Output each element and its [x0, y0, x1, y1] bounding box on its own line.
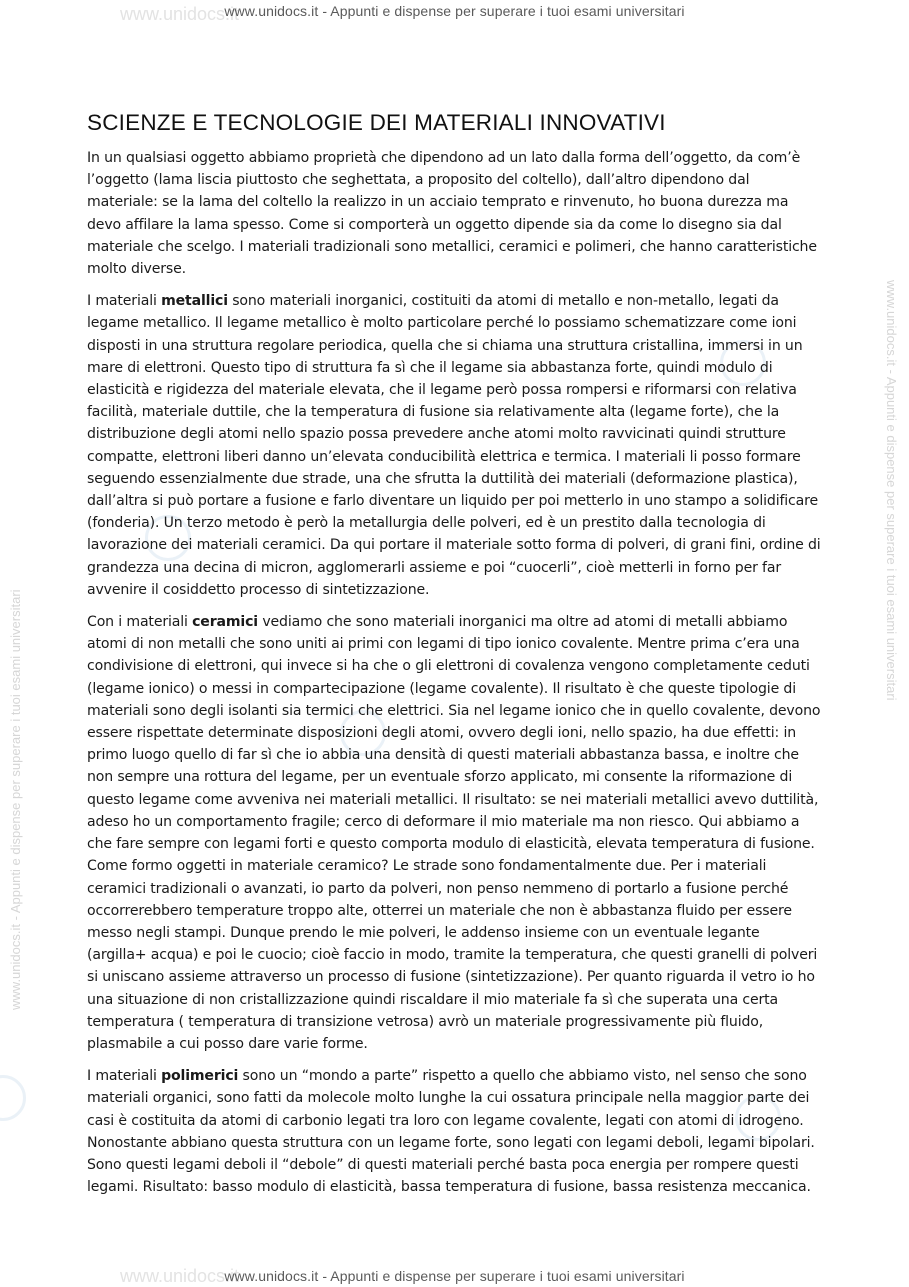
side-watermark-left: www.unidocs.it - Appunti e dispense per superare i tuoi esami universitari — [8, 589, 23, 1010]
paragraph-text: vediamo che sono materiali inorganici ma oltre ad atomi di metalli abbiamo atomi di non metalli che sono uniti ai primi con legami di tipo ionico covalente. Mentre prima c’era una condivisione di elettroni, qui invece si ha che o gli elettroni di covalenza vengono completamente ceduti (legame ionico) o messi in compartecipazione (legame covalente). Il risultato è che queste tipologie di materiali sono degli isolanti sia termici che elettrici. Sia nel legame ionico che in quello covalente, devono essere rispettate determinate disposizioni degli atomi, ovvero degli ioni, nello spazio, ha due effetti: in primo luogo quello di far sì che io abbia una densità di questi materiali abbastanza bassa, e inoltre che non sempre una rottura del legame, per un eventuale sforzo applicato, mi consente la riformazione di questo legame come avveniva nei materiali metallici. Il risultato: se nei materiali metallici avevo duttilità, adeso ho un comportamento fragile; cerco di deformare il mio materiale ma non riesco. Qui abbiamo a che fare sempre con legami forti e questo comporta modulo di elasticità, elevata temperatura di fusione. Come formo oggetti in materiale ceramico? Le strade sono fondamentalmente due. Per i materiali ceramici tradizionali o avanzati, io parto da polveri, non penso nemmeno di portarlo a fusione perché occorrerebbero temperature troppo alte, otterrei un materiale che non è abbastanza fluido per essere messo negli stampi. Dunque prendo le mie polveri, le addenso insieme con un eventuale legante (argilla+ acqua) e poi le cuocio; cioè faccio in modo, tramite la temperatura, che questi granelli di polveri si uniscano assieme attraverso un processo di fusione (sintetizzazione). Per quanto riguarda il vetro io ho una situazione di non cristallizzazione quindi riscaldare il mio materiale fa sì che superata una certa temperatura ( temperatura di transizione vetrosa) avrò un materiale progressivamente più fluido, plasmabile a cui posso dare varie forme. — [87, 614, 821, 1052]
watermark-logo-icon — [0, 1075, 26, 1121]
paragraph-intro: In un qualsiasi oggetto abbiamo proprietà che dipendono ad un lato dalla forma dell’oggetto, da com’è l’oggetto (lama liscia piuttosto che seghettata, a proposito del coltello), dall’altro dipendono dal materiale: se la lama del coltello la realizzo in un acciaio temprato e rinvenuto, ho buona durezza ma devo affilare la lama spesso. Come si comporterà un oggetto dipende sia da come lo disegno sia dal materiale che scelgo. I materiali tradizionali sono metallici, ceramici e polimeri, che hanno caratteristiche molto diverse. — [87, 150, 817, 278]
paragraph-text: sono un “mondo a parte” rispetto a quello che abbiamo visto, nel senso che sono materiali organici, sono fatti da molecole molto lunghe la cui ossatura principale nella maggior parte dei casi è costituita da atomi di carbonio legati tra loro con legame covalente, legati con atomi di idrogeno. Nonostante abbiano questa struttura con un legame forte, sono legati con legami deboli, legami bipolari. Sono questi legami deboli il “debole” di questi materiali perché basta poca energia per rompere questi legami. Risultato: basso modulo di elasticità, bassa temperatura di fusione, bassa resistenza meccanica. — [87, 1068, 815, 1196]
paragraph-text: sono materiali inorganici, costituiti da atomi di metallo e non-metallo, legati da legame metallico. Il legame metallico è molto particolare perché lo possiamo schematizzare come ioni disposti in una struttura regolare periodica, quella che si chiama una struttura cristallina, immersi in un mare di elettroni. Questo tipo di struttura fa sì che il legame sia abbastanza forte, quindi modulo di elasticità e rigidezza del materiale elevata, che il legame però possa rompersi e riformarsi con relativa facilità, materiale duttile, che la temperatura di fusione sia relativamente alta (legame forte), che la distribuzione degli atomi nello spazio possa prevedere anche atomi molto ravvicinati quindi strutture compatte, elettroni liberi danno un’elevata conducibilità elettrica e termica. I materiali li posso formare seguendo essenzialmente due strade, una che sfrutta la duttilità dei materiali (deformazione plastica), dall’altra si può portare a fusione e farlo diventare un liquido per poi metterlo in uno stampo a solidificare (fonderia). Un terzo metodo è però la metallurgia delle polveri, ed è un prestito dalla tecnologia di lavorazione dei materiali ceramici. Da qui portare il materiale sotto forma di polveri, di grani fini, ordine di grandezza una decina di micron, agglomerarli assieme e poi “cuocerli”, cioè metterli in forno per far avvenire il cosiddetto processo di sintetizzazione. — [87, 293, 821, 598]
watermark-ghost-top: www.unidocs.it — [120, 4, 240, 24]
document-body — [87, 110, 823, 1208]
keyword-polimerici: polimerici — [161, 1068, 239, 1085]
paragraph-polimerici — [87, 1065, 823, 1198]
footer-banner: www.unidocs.it - Appunti e dispense per superare i tuoi esami universitari — [224, 1268, 685, 1284]
paragraph-text: Con i materiali — [87, 614, 193, 631]
paragraph-text: I materiali — [87, 1068, 162, 1085]
paragraph-metallici — [87, 290, 823, 601]
paragraph-ceramici — [87, 611, 823, 1055]
watermark-ghost-bottom: www.unidocs.it — [120, 1266, 240, 1286]
page-title: SCIENZE E TECNOLOGIE DEI MATERIALI INNOVATIVI — [87, 110, 666, 135]
paragraph-text: I materiali — [87, 293, 162, 310]
side-watermark-right: www.unidocs.it - Appunti e dispense per superare i tuoi esami universitari — [884, 280, 899, 701]
header-banner: www.unidocs.it - Appunti e dispense per superare i tuoi esami universitari — [224, 3, 685, 19]
keyword-metallici: metallici — [161, 293, 228, 310]
keyword-ceramici: ceramici — [192, 614, 258, 631]
